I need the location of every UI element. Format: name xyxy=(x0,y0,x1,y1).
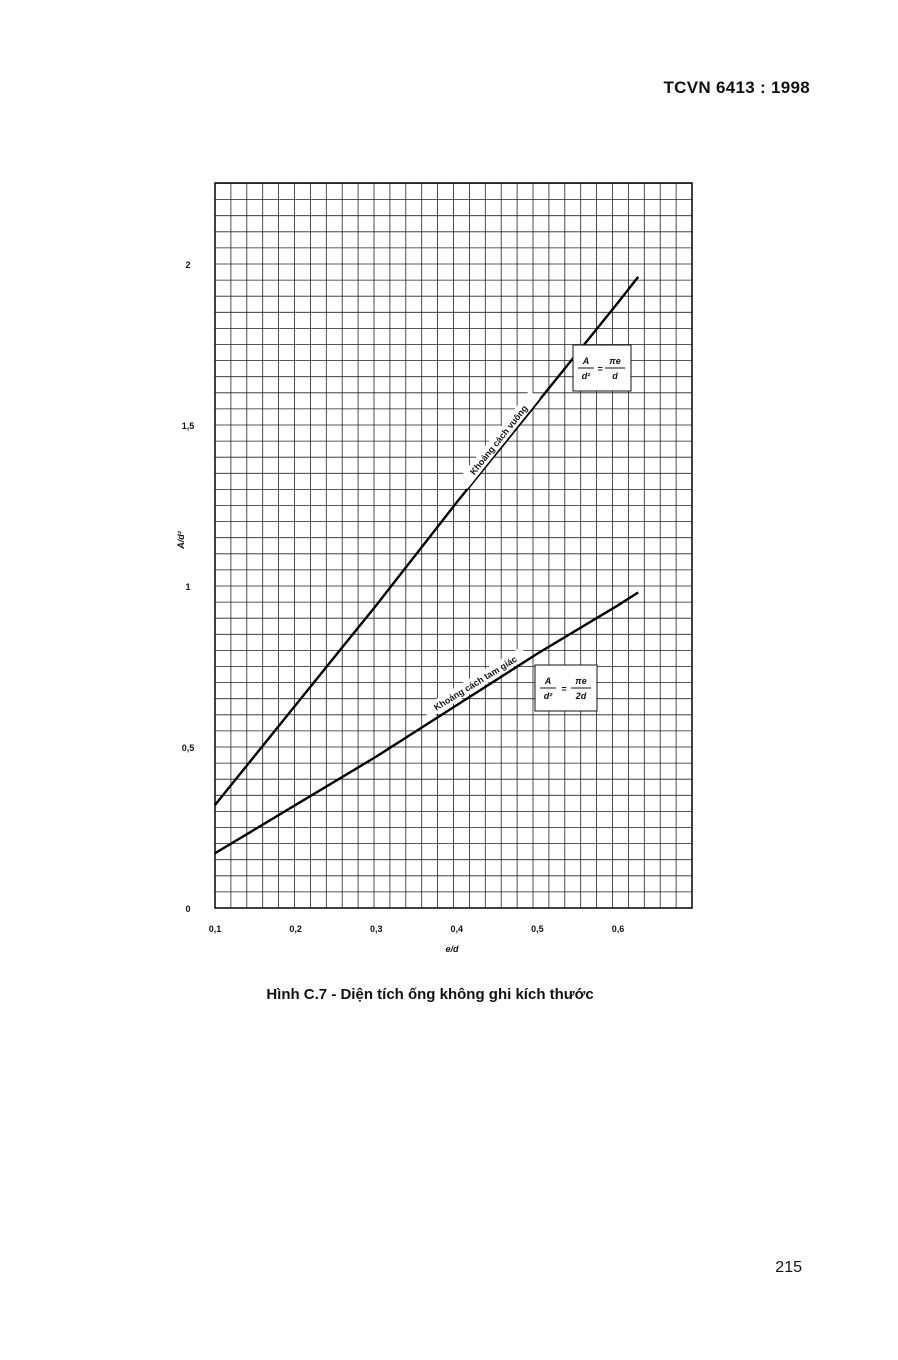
document-standard-header: TCVN 6413 : 1998 xyxy=(663,78,810,97)
series-name-label: Khoảng cách vuông xyxy=(467,403,530,477)
x-tick-label: 0,6 xyxy=(611,924,625,934)
y-axis-label: A/d² xyxy=(176,531,186,549)
formula-lhs-denominator: d² xyxy=(543,691,553,701)
formula-lhs-numerator: A xyxy=(582,356,590,366)
x-axis-label: e/d xyxy=(445,944,459,954)
x-tick-label: 0,5 xyxy=(531,924,544,934)
x-tick-label: 0,1 xyxy=(208,924,222,934)
formula-rhs-numerator: πe xyxy=(575,676,587,686)
grid-lines xyxy=(215,183,692,908)
y-tick-label: 0,5 xyxy=(181,743,195,753)
x-tick-label: 0,2 xyxy=(289,924,302,934)
x-tick-label: 0,4 xyxy=(450,924,464,934)
formula-equals-sign: = xyxy=(597,364,603,374)
formula-rhs-numerator: πe xyxy=(609,356,621,366)
y-tick-label: 0 xyxy=(185,904,191,914)
formula-rhs-denominator: 2d xyxy=(575,691,587,701)
formula-rhs-denominator: d xyxy=(612,371,618,381)
formula-lhs-denominator: d² xyxy=(581,371,591,381)
series-name-label: Khoảng cách tam giác xyxy=(432,653,519,713)
y-tick-label: 2 xyxy=(185,260,191,270)
tick-labels xyxy=(176,260,624,954)
y-tick-label: 1 xyxy=(185,582,191,592)
formula-equals-sign: = xyxy=(561,684,567,694)
page-number: 215 xyxy=(775,1259,802,1276)
y-tick-label: 1,5 xyxy=(181,421,195,431)
x-tick-label: 0,3 xyxy=(369,924,383,934)
formula-lhs-numerator: A xyxy=(544,676,552,686)
figure-caption: Hình C.7 - Diện tích ống không ghi kích thước xyxy=(266,986,594,1003)
